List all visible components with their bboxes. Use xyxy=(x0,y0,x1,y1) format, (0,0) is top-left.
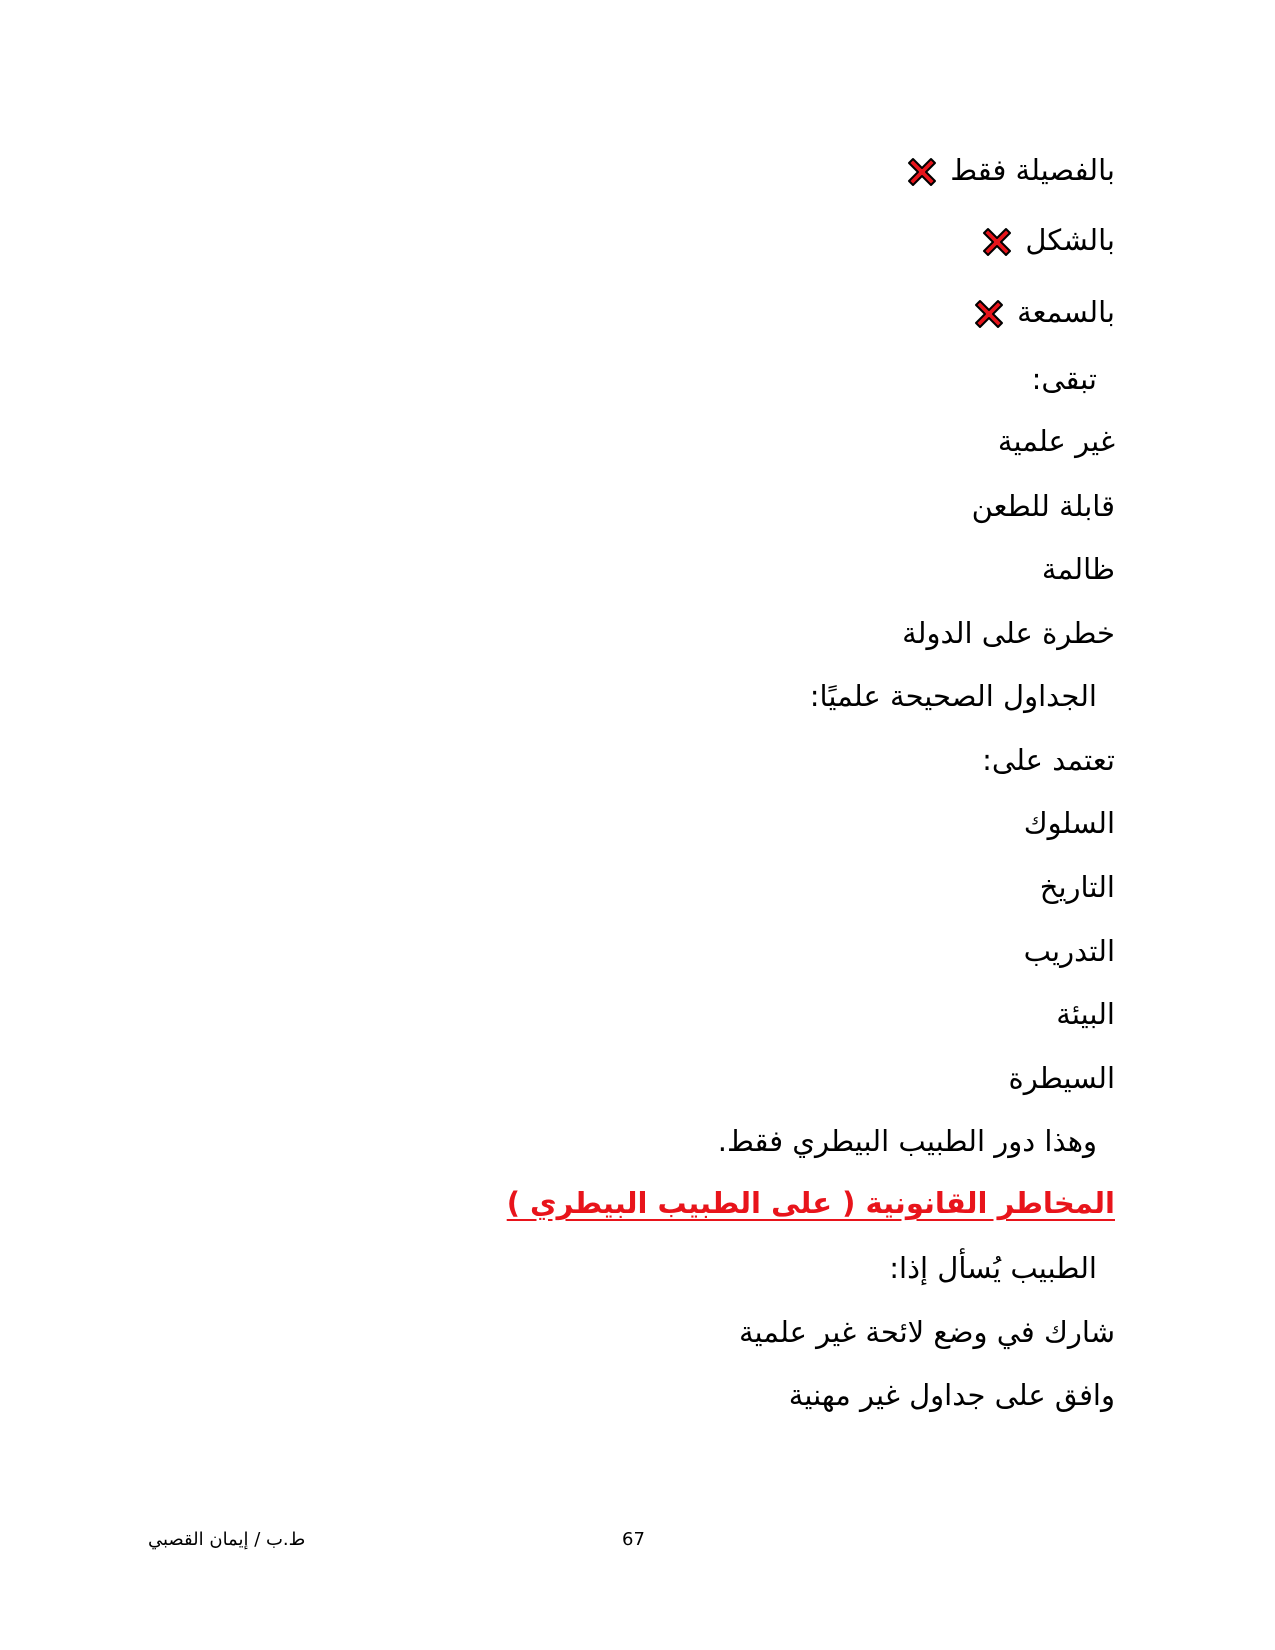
section-label-vet-liable-if: الطبيب يُسأل إذا: xyxy=(889,1251,1097,1285)
list-item-by-breed-only xyxy=(904,150,1115,190)
list-item-by-reputation xyxy=(971,292,1115,332)
section-heading-legal-risks: المخاطر القانونية ( على الطبيب البيطري ) xyxy=(506,1186,1115,1220)
cross-mark-icon xyxy=(971,296,1007,332)
line-text: بالشكل xyxy=(1025,223,1115,257)
section-label-correct-tables: الجداول الصحيحة علميًا: xyxy=(809,679,1097,713)
list-item: خطرة على الدولة xyxy=(902,616,1115,650)
footer-author: ط.ب / إيمان القصبي xyxy=(148,1529,306,1550)
section-label-depends-on: تعتمد على: xyxy=(982,743,1115,777)
statement-vet-role: وهذا دور الطبيب البيطري فقط. xyxy=(717,1124,1097,1158)
line-text: بالفصيلة فقط xyxy=(950,153,1115,187)
list-item: البيئة xyxy=(1056,997,1115,1031)
list-item: قابلة للطعن xyxy=(971,489,1115,523)
list-item-by-appearance xyxy=(979,220,1115,260)
line-text: بالسمعة xyxy=(1017,295,1115,329)
list-item: شارك في وضع لائحة غير علمية xyxy=(739,1315,1115,1349)
list-item: وافق على جداول غير مهنية xyxy=(788,1378,1115,1412)
section-label-remains: تبقى: xyxy=(1031,362,1097,396)
page-number: 67 xyxy=(622,1529,645,1550)
list-item: السلوك xyxy=(1023,806,1115,840)
list-item: التاريخ xyxy=(1039,870,1115,904)
list-item: غير علمية xyxy=(997,424,1115,458)
cross-mark-icon xyxy=(904,154,940,190)
list-item: التدريب xyxy=(1023,934,1115,968)
list-item: السيطرة xyxy=(1008,1061,1115,1095)
list-item: ظالمة xyxy=(1041,552,1115,586)
cross-mark-icon xyxy=(979,224,1015,260)
